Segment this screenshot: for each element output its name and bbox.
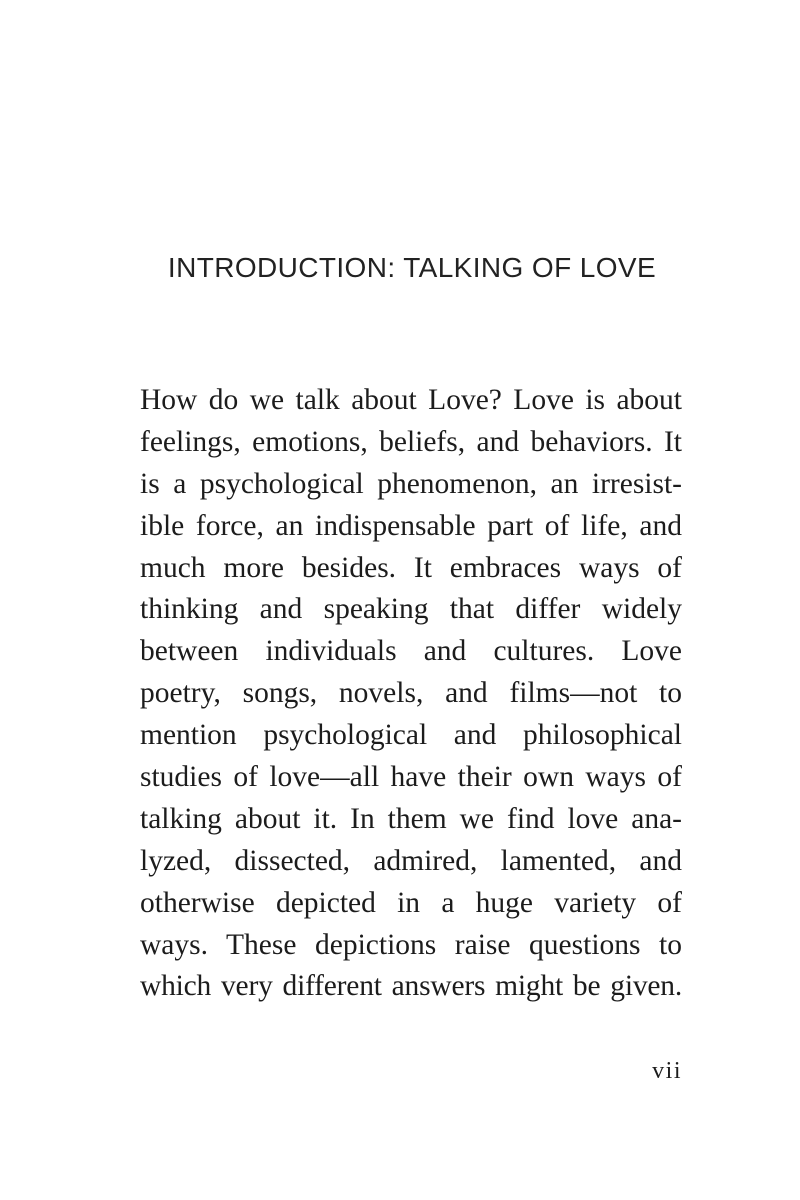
paragraph-line: lyzed, dissected, admired, lamented, and <box>140 844 682 877</box>
paragraph-line: thinking and speaking that differ widely <box>140 593 682 626</box>
paragraph-line: between individuals and cultures. Love <box>140 635 682 668</box>
paragraph-line: much more besides. It embraces ways of <box>140 551 682 584</box>
paragraph-line: mention psychological and philosophical <box>140 719 682 752</box>
paragraph-line: ible force, an indispensable part of life, and <box>140 509 682 542</box>
paragraph-line: otherwise depicted in a huge variety of <box>140 886 682 919</box>
paragraph-line: feelings, emotions, beliefs, and behaviors. It <box>140 425 682 458</box>
paragraph-line: ways. These depictions raise questions to <box>140 928 682 961</box>
paragraph-line: which very different answers might be given. <box>140 970 682 1003</box>
paragraph-line: is a psychological phenomenon, an irresist- <box>140 467 682 500</box>
chapter-title: INTRODUCTION: TALKING OF LOVE <box>167 252 657 283</box>
paragraph-line: talking about it. In them we find love ana- <box>140 802 682 835</box>
paragraph-line: poetry, songs, novels, and films—not to <box>140 677 682 710</box>
body-paragraph <box>140 380 682 1008</box>
page-number: vii <box>652 1058 682 1084</box>
paragraph-line: studies of love—all have their own ways of <box>140 761 682 794</box>
paragraph-line: How do we talk about Love? Love is about <box>140 384 682 416</box>
